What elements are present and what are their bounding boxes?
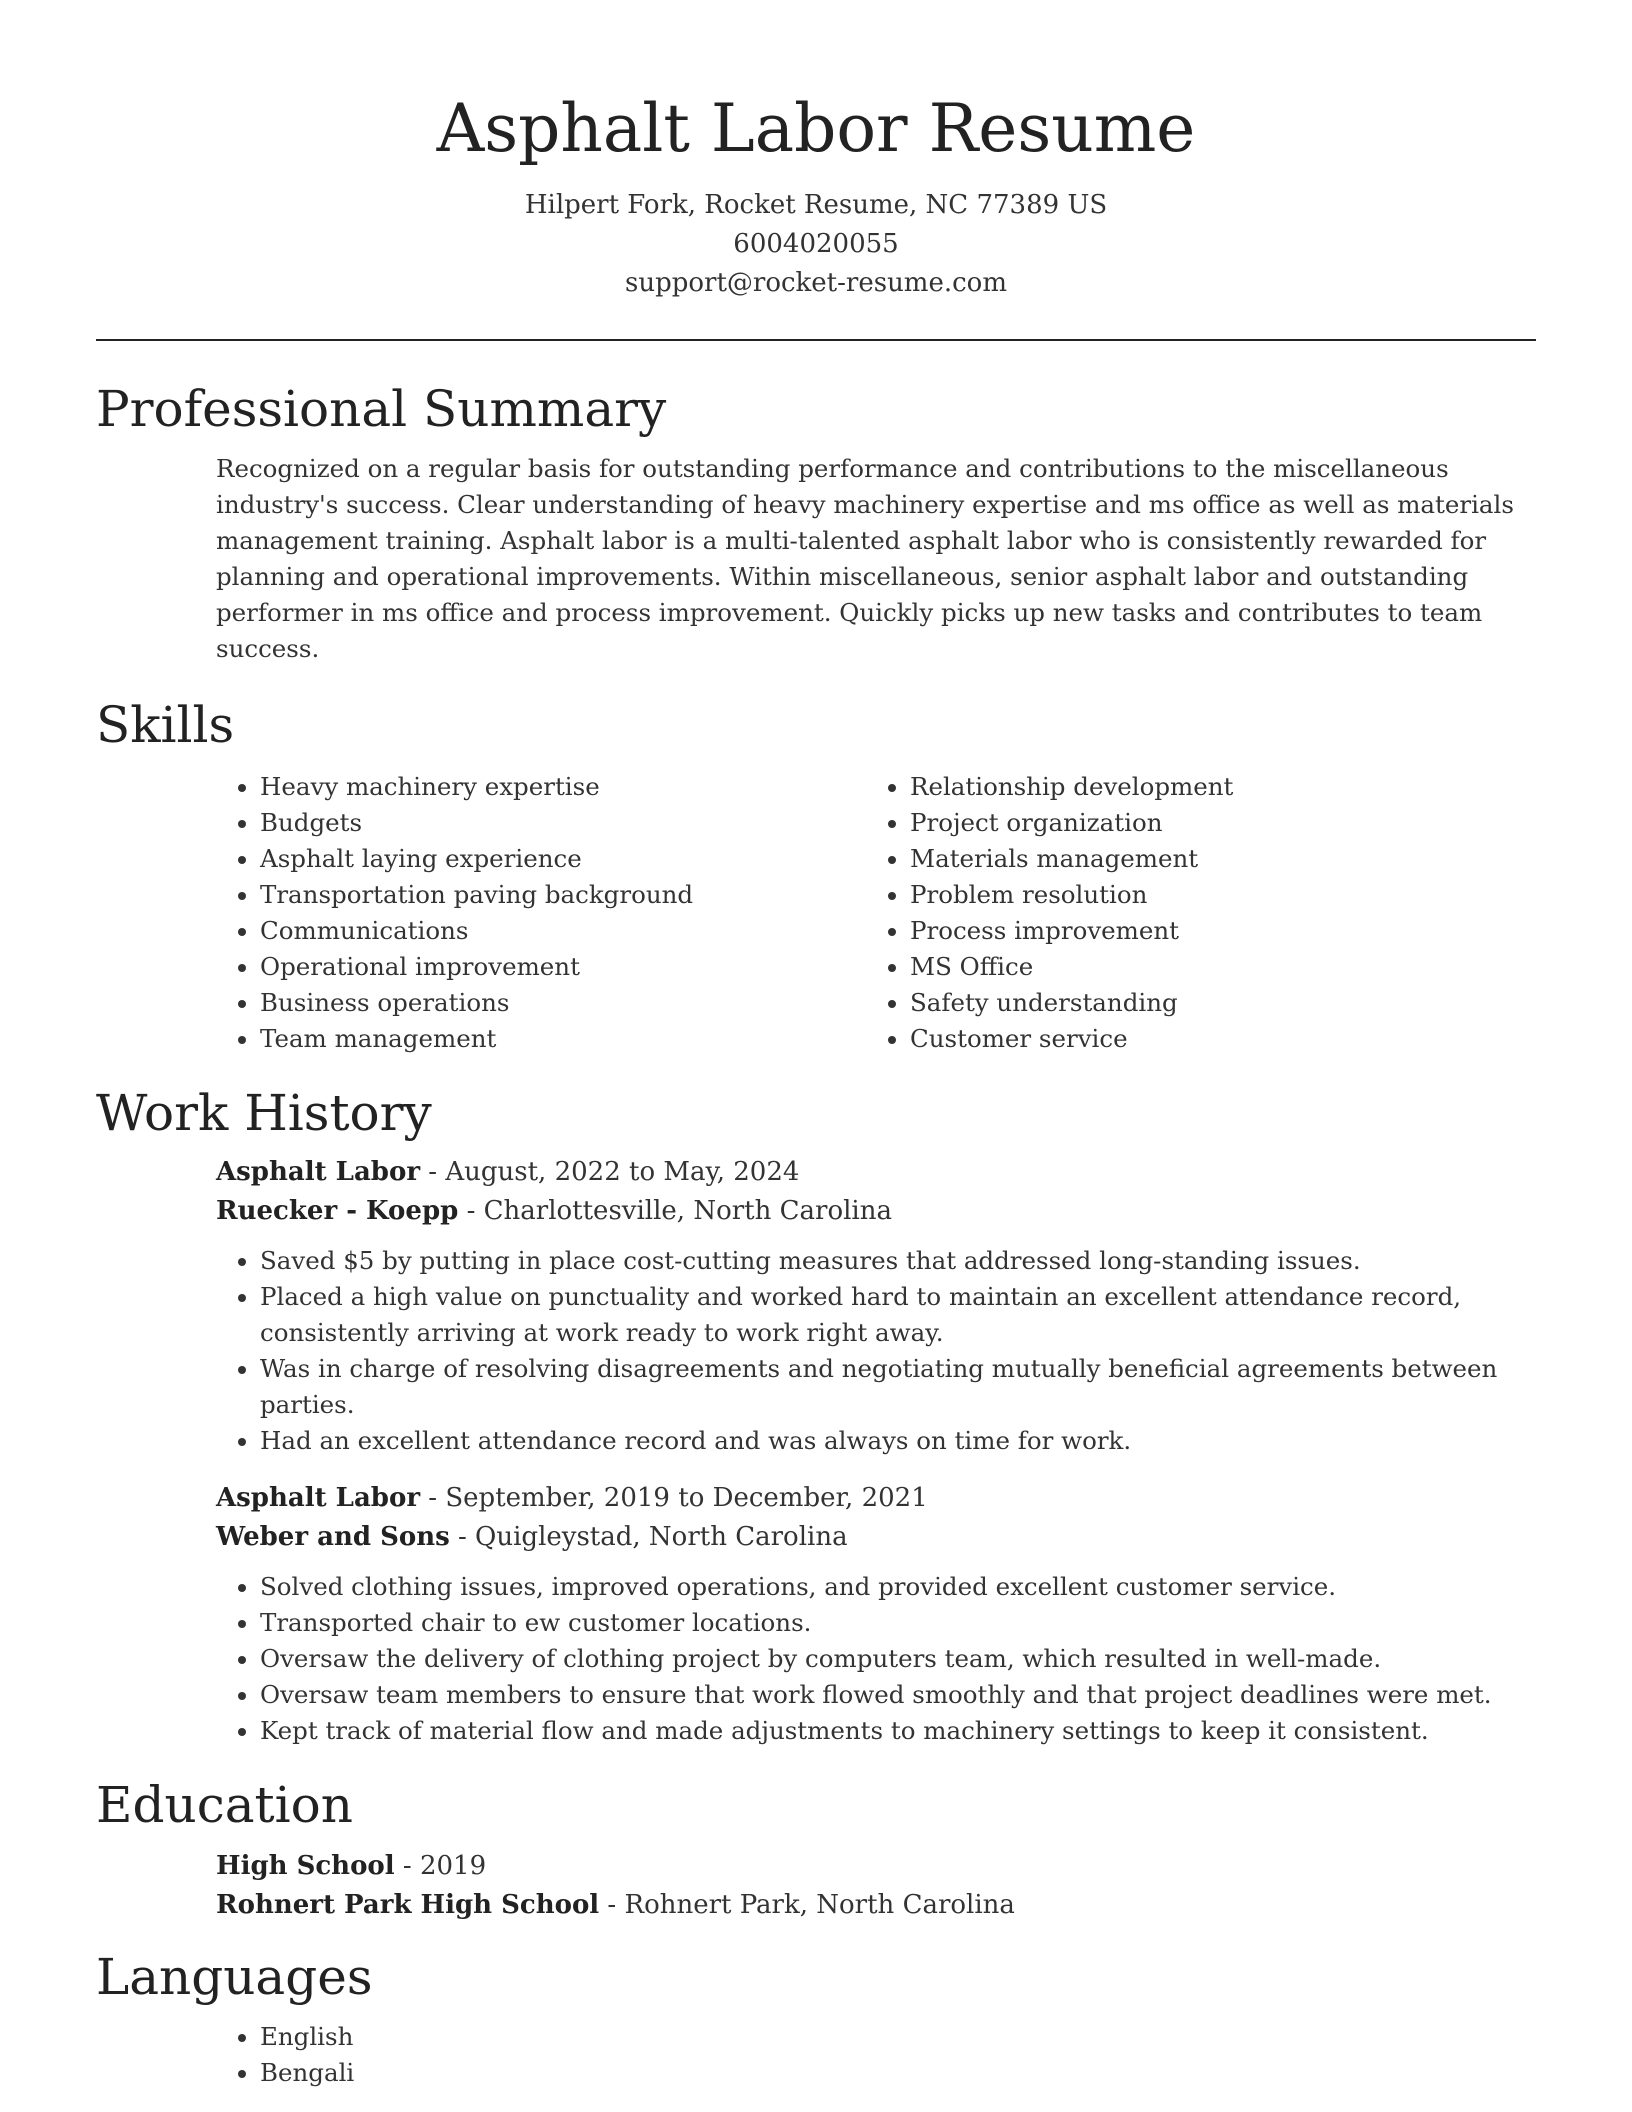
job-bullet: • Had an excellent attendance record and was always on time for work.	[260, 1423, 1536, 1459]
job-bullet: • Oversaw the delivery of clothing project by computers team, which resulted in well-made.	[260, 1641, 1536, 1677]
education-section	[96, 1775, 1536, 1925]
job-bullet: • Was in charge of resolving disagreements and negotiating mutually beneficial agreements between parties.	[260, 1351, 1536, 1423]
education-heading: Education	[96, 1776, 353, 1834]
job-title: Asphalt Labor	[216, 1157, 421, 1187]
summary-text: Recognized on a regular basis for outstanding performance and contributions to the miscellaneous industry's success. Clear understanding of heavy machinery expertise and ms office as well as materials management training. Asphalt labor is a multi-talented asphalt labor who is consistently rewarded for planning and operational improvements. Within miscellaneous, senior asphalt labor and outstanding performer in ms office and process improvement. Quickly picks up new tasks and contributes to team success.	[216, 454, 1514, 663]
education-school-line	[216, 1886, 1536, 1925]
phone: 6004020055	[733, 229, 899, 259]
skills-list-left	[216, 769, 866, 1057]
skill-item: • Business operations	[260, 985, 866, 1021]
education-location: - Rohnert Park, North Carolina	[599, 1890, 1015, 1920]
skill-item: • Materials management	[910, 841, 1516, 877]
header-divider	[96, 339, 1536, 341]
languages-list	[216, 2019, 1536, 2091]
education-degree-line	[216, 1847, 1536, 1886]
skill-item: • Team management	[260, 1021, 866, 1057]
language-item: • English	[260, 2019, 1536, 2055]
languages-bullets	[216, 2019, 1536, 2091]
job-title-line	[216, 1479, 1536, 1518]
languages-section	[96, 1947, 1536, 2091]
skills-grid	[216, 769, 1536, 1057]
skill-item: • Relationship development	[910, 769, 1516, 805]
job-dates: - August, 2022 to May, 2024	[420, 1157, 800, 1187]
skills-section	[96, 695, 1536, 1057]
education-degree: High School	[216, 1851, 395, 1881]
skill-item: • Safety understanding	[910, 985, 1516, 1021]
skill-item: • Asphalt laying experience	[260, 841, 866, 877]
skill-item: • Project organization	[910, 805, 1516, 841]
skills-list-right	[866, 769, 1516, 1057]
job-bullet: • Kept track of material flow and made adjustments to machinery settings to keep it consistent.	[260, 1713, 1536, 1749]
job-bullet: • Placed a high value on punctuality and worked hard to maintain an excellent attendance record, consistently arriving at work ready to work right away.	[260, 1279, 1536, 1351]
job-bullets	[216, 1569, 1536, 1749]
skill-item: • Heavy machinery expertise	[260, 769, 866, 805]
job-title-line	[216, 1153, 1536, 1192]
work-history-heading: Work History	[96, 1084, 432, 1142]
job-bullet: • Oversaw team members to ensure that work flowed smoothly and that project deadlines were met.	[260, 1677, 1536, 1713]
job-bullets	[216, 1243, 1536, 1459]
skill-item: • Communications	[260, 913, 866, 949]
skill-item: • Operational improvement	[260, 949, 866, 985]
skill-item: • Customer service	[910, 1021, 1516, 1057]
skills-heading: Skills	[96, 696, 235, 754]
job-bullet: • Saved $5 by putting in place cost-cutting measures that addressed long-standing issues.	[260, 1243, 1536, 1279]
summary-section	[96, 379, 1536, 667]
job-location: - Charlottesville, North Carolina	[458, 1196, 892, 1226]
job-location: - Quigleystad, North Carolina	[449, 1522, 848, 1552]
contact-info	[96, 186, 1536, 303]
job-bullet: • Solved clothing issues, improved operations, and provided excellent customer service.	[260, 1569, 1536, 1605]
job-entry	[216, 1479, 1536, 1749]
job-company: Weber and Sons	[216, 1522, 450, 1552]
language-item: • Bengali	[260, 2055, 1536, 2091]
education-entry	[216, 1847, 1536, 1925]
skill-item: • Problem resolution	[910, 877, 1516, 913]
education-year: - 2019	[394, 1851, 487, 1881]
work-history-section	[96, 1083, 1536, 1749]
job-title: Asphalt Labor	[216, 1483, 421, 1513]
skill-item: • Budgets	[260, 805, 866, 841]
resume-title: Asphalt Labor Resume	[436, 90, 1196, 167]
job-company-line	[216, 1518, 1536, 1557]
skill-item: • MS Office	[910, 949, 1516, 985]
education-school: Rohnert Park High School	[216, 1890, 600, 1920]
summary-heading: Professional Summary	[96, 380, 667, 438]
job-bullet: • Transported chair to ew customer locations.	[260, 1605, 1536, 1641]
job-entry	[216, 1153, 1536, 1459]
address: Hilpert Fork, Rocket Resume, NC 77389 US	[524, 190, 1108, 220]
skills-column-left	[216, 769, 866, 1057]
skill-item: • Process improvement	[910, 913, 1516, 949]
job-company: Ruecker - Koepp	[216, 1196, 459, 1226]
job-company-line	[216, 1192, 1536, 1231]
email: support@rocket-resume.com	[624, 268, 1007, 298]
job-dates: - September, 2019 to December, 2021	[420, 1483, 928, 1513]
languages-heading: Languages	[96, 1948, 373, 2006]
skill-item: • Transportation paving background	[260, 877, 866, 913]
skills-column-right	[866, 769, 1516, 1057]
resume-page	[96, 0, 1536, 2091]
